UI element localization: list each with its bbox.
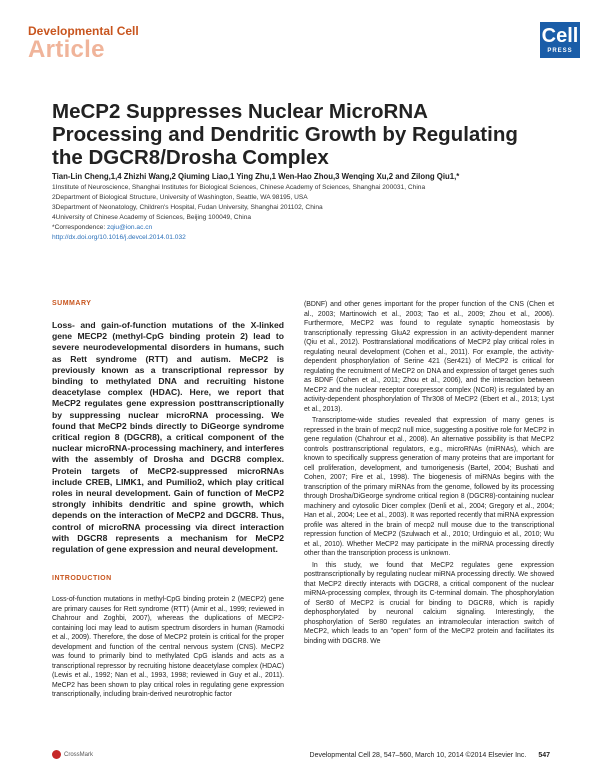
page-number: 547 [538, 752, 550, 759]
crossmark-icon [52, 750, 61, 759]
logo-subtext: PRESS [547, 48, 573, 54]
page-footer [300, 752, 550, 759]
body-paragraph: (BDNF) and other genes important for the proper function of the CNS (Chen et al., 2003; Martinowich et al., 2003; Tao et al., 2009; Zhou et al., 2006). Furthermore, MeCP2 was found to regulate synaptic homeostasis by transcriptionally repressing GluA2 expression in an activity-dependent manner (Qiu et al., 2012). Posttranslational modifications of MeCP2 play critical roles in regulating neural development (Cohen et al., 2011). For example, the activity-dependent phosphorylation of Serine 421 (Ser421) of MeCP2 is critical for regulating the recruitment of MeCP2 on DNA and expression of target genes such as BDNF (Cohen et al., 2011; Zhou et al., 2006), and the interaction between MeCP2 and the nuclear receptor corepressor complex (NCoR) is regulated by an activity-dependent phosphorylation of Thr308 of MeCP2 (Ebert et al., 2013; Lyst et al., 2013). [304, 301, 554, 413]
correspondence-label: *Correspondence: [52, 224, 106, 231]
summary-text: Loss- and gain-of-function mutations of the X-linked gene MECP2 (methyl-CpG binding protein 2) lead to severe neurodevelopmental disorders in humans, such as Rett syndrome (RTT) and autism. MeCP2 is previously known as a transcriptional repressor by binding to methylated DNA and recruiting histone deacetylase complex (HDAC). Here, we report that MeCP2 regulates gene expression posttranscriptionally by suppressing nuclear microRNA processing. We found that MeCP2 binds directly to DiGeorge syndrome critical region 8 (DGCR8), a critical component of the nuclear microRNA-processing machinery, and interferes with the assembly of Drosha and DGCR8 complex. Protein targets of MeCP2-suppressed microRNAs include CREB, LIMK1, and Pumilio2, which play critical roles in neural development. Gain of function of MeCP2 strongly inhibits dendritic and spine growth, which depends on the interaction of MeCP2 and DGCR8. Thus, control of microRNA processing via direct interaction with DGCR8 represents a mechanism for MeCP2 regulation of gene expression and neural development. [52, 320, 284, 555]
crossmark-badge[interactable] [52, 750, 93, 759]
paper-title: MeCP2 Suppresses Nuclear MicroRNA Processing and Dendritic Growth by Regulating the DGCR8/Drosha Complex [52, 100, 518, 169]
correspondence [52, 223, 572, 233]
affiliation-1: 1Institute of Neuroscience, Shanghai Institutes for Biological Sciences, Chinese Academy of Sciences, Shanghai 200031, China [52, 184, 426, 191]
footer-citation: Developmental Cell 28, 547–560, March 10, 2014 ©2014 Elsevier Inc. [309, 752, 527, 759]
affiliation-4: 4University of Chinese Academy of Sciences, Beijing 100049, China [52, 214, 252, 221]
body-paragraph: Transcriptome-wide studies revealed that expression of many genes is repressed in the brain of mecp2 null mice, suggesting a positive role for MeCP2 in gene regulation (Chahrour et al., 2008). An alternative possibility is that MeCP2 controls posttranscriptional regulators, e.g., microRNAs (miRNAs), which are known to specifically suppress generation of many proteins that are important for cell proliferation, development, and tumorigenesis (Bartel, 2004; Bushati and Cohen, 2007; Fire et al., 1998). The biogenesis of miRNAs begins with the transcription of the primary miRNAs from the genome, followed by its processing through Drosha/DiGeorge syndrome critical region 8 (DGCR8)-containing nuclear machinery and cytosolic Dicer complex (Denli et al., 2004; Gregory et al., 2004; Han et al., 2004; Lee et al., 2003). It was reported recently that miRNA expression profile was altered in the brain of mecp2 null mouse due to the transcriptional repression function of MeCP2 (Szulwach et al., 2010; Urdinguio et al., 2010; Wu et al., 2010). Whether MeCP2 may participate in the miRNA processing directly other than the transcription process is unknown. [304, 417, 554, 557]
crossmark-label: CrossMark [64, 751, 94, 758]
affiliation-3: 3Department of Neonatology, Children's Hospital, Fudan University, Shanghai 201102, China [52, 204, 323, 211]
summary-heading: SUMMARY [52, 300, 92, 307]
introduction-heading: INTRODUCTION [52, 575, 112, 582]
introduction-text: Loss-of-function mutations in methyl-CpG binding protein 2 (MECP2) gene are primary causes for Rett syndrome (RTT) (Amir et al., 1999; reviewed in Chahrour and Zoghbi, 2007), whereas the duplications of MECP2-containing loci may lead to autism spectrum disorders in human (Ramocki et al., 2009). Therefore, the dose of MeCP2 protein is critical for the proper development and function of the central nervous system (CNS). MeCP2 was found to primarily bind to methylated CpG islands and acts as a transcriptional repressor by recruiting histone deacetylase complex (HDAC) (Lewis et al., 1992; Nan et al., 1993, 1998; reviewed in Guy et al., 2011). MeCP2 has been shown to play critical roles in regulating gene expression transcriptionally, including brain-derived neurotrophic factor [52, 596, 284, 698]
journal-name: Developmental Cell [28, 24, 139, 38]
right-column [304, 300, 554, 648]
doi-link[interactable]: http://dx.doi.org/10.1016/j.devcel.2014.01.032 [52, 234, 186, 241]
correspondence-email-link[interactable]: zqiu@ion.ac.cn [107, 224, 153, 231]
author-list: Tian-Lin Cheng,1,4 Zhizhi Wang,2 Qiuming Liao,1 Ying Zhu,1 Wen-Hao Zhou,3 Wenqing Xu,2 and Zilong Qiu1,* [52, 172, 460, 181]
affiliation-2: 2Department of Biological Structure, University of Washington, Seattle, WA 98195, USA [52, 194, 308, 201]
cell-press-logo[interactable] [540, 22, 580, 58]
article-type-label: Article [28, 36, 105, 63]
body-paragraph: In this study, we found that MeCP2 regulates gene expression posttranscriptionally by regulating nuclear miRNA processing directly. We showed that MeCP2 directly interacts with DGCR8, a critical component of the nuclear miRNA-processing complex, through its C-terminal domain. The phosphorylation of Ser80 of MeCP2 is crucial for binding to DGCR8, which is rapidly dephosphorylated by neuronal calcium signaling. Interestingly, the phosphorylation of Ser80 regulates an intramolecular interaction switch of MeCP2, which leads to an "open" form of the MeCP2 protein and facilitates its binding with DGCR8. We [304, 561, 554, 645]
logo-text: Cell [541, 25, 579, 47]
affiliations [52, 183, 572, 243]
